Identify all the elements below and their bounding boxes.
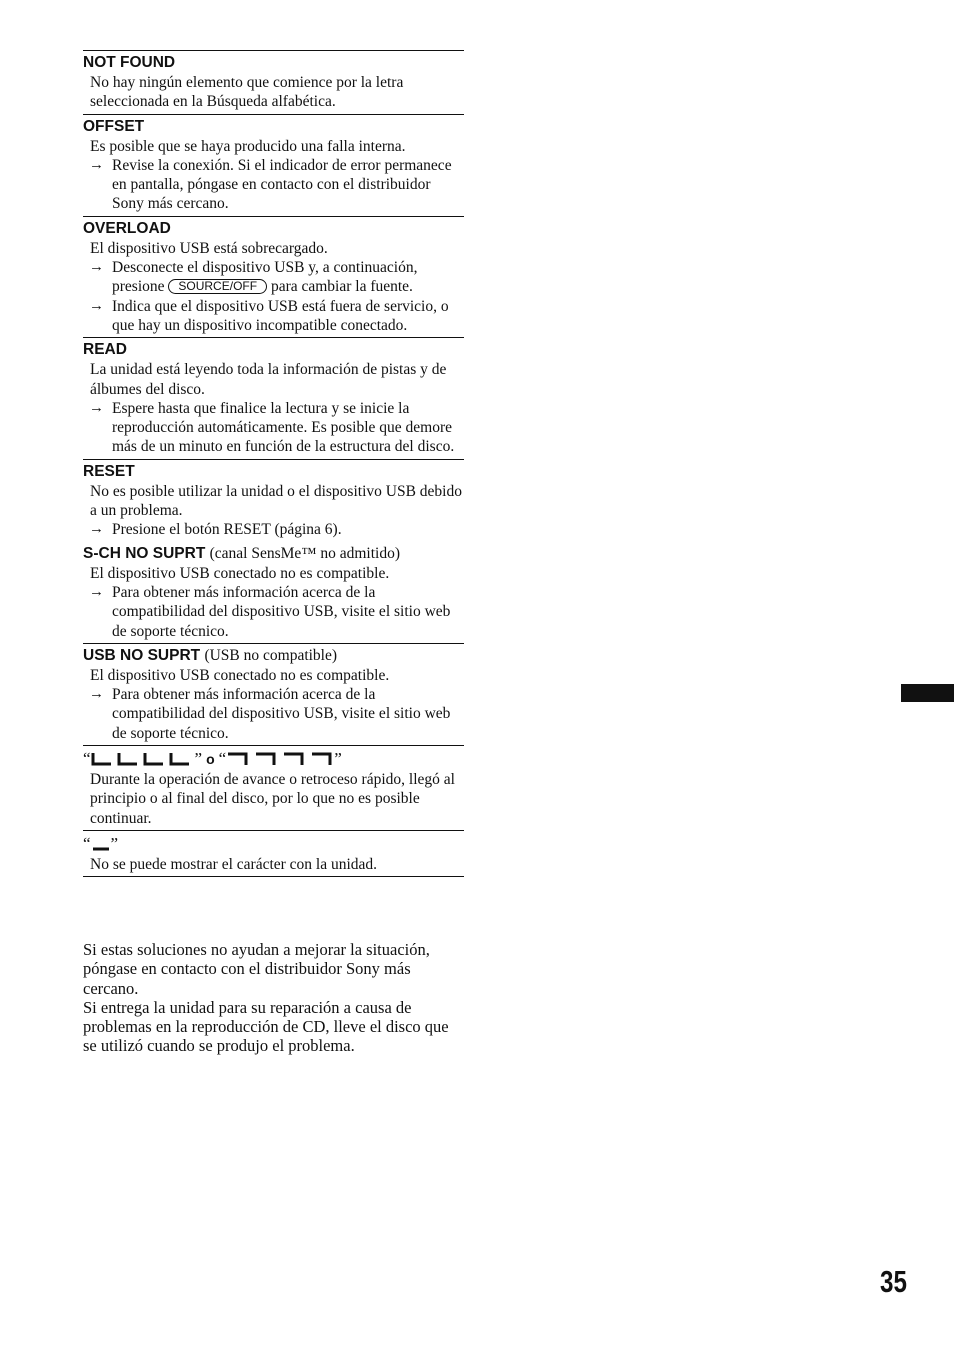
error-description: Durante la operación de avance o retroceso rápido, llegó al principio o al final del disco, por lo que no es posible continuar. [90,771,455,827]
arrow-right-icon: → [89,583,104,600]
entry-seek-limit [83,745,464,830]
error-description: La unidad está leyendo toda la información de pistas y de álbumes del disco. [90,361,447,398]
glyph-connector: o [206,751,215,768]
entry-read [83,337,464,458]
error-description: No hay ningún elemento que comience por la letra seleccionada en la Búsqueda alfabética. [90,74,404,111]
arrow-right-icon: → [89,297,104,314]
display-glyph-code: “ ” o “ ” [83,749,342,769]
arrow-right-icon: → [89,686,104,703]
error-code: RESET [83,462,135,480]
error-remedy: → Presione el botón RESET (página 6). [89,521,342,539]
closing-paragraph: Si entrega la unidad para su reparación a causa de problemas en la reproducción de CD, lleve el disco que se utilizó cuando se produjo el problema. [83,997,449,1056]
error-description: El dispositivo USB conectado no es compatible. [90,564,390,582]
entry-reset [83,459,464,542]
error-description: No se puede mostrar el carácter con la unidad. [90,855,378,873]
entry-not-found [83,50,464,114]
entry-s-ch-no-suprt [83,542,464,643]
arrow-right-icon: → [89,259,104,276]
arrow-right-icon: → [89,399,104,416]
error-code: OVERLOAD [83,219,171,237]
entry-offset [83,114,464,216]
entry-usb-no-suprt [83,643,464,745]
section-thumb-tab [901,684,954,702]
error-remedy: → Para obtener más información acerca de la compatibilidad del dispositivo USB, visite el sitio web de soporte técnico. [89,686,451,742]
error-remedy: → Espere hasta que finalice la lectura y se inicie la reproducción automáticamente. Es posible que demore más de un minuto en función de la estructura del disco. [89,399,455,456]
error-code: USB NO SUPRT (USB no compatible) [83,646,338,664]
closing-notes [83,940,464,1056]
page-number: 35 [880,1264,907,1299]
segment-end-glyph-icon [226,752,334,766]
entry-overload [83,216,464,337]
error-code: READ [83,341,127,359]
error-code: S-CH NO SUPRT (canal SensMe™ no admitido) [83,544,400,562]
arrow-right-icon: → [89,521,104,538]
error-remedy: → Para obtener más información acerca de la compatibilidad del dispositivo USB, visite el sitio web de soporte técnico. [89,583,451,640]
source-off-button-label: SOURCE/OFF [168,279,267,294]
error-description: El dispositivo USB está sobrecargado. [90,239,328,257]
error-description: El dispositivo USB conectado no es compatible. [90,666,390,684]
error-code-note: (USB no compatible) [204,646,338,664]
underscore-glyph-icon [91,837,111,851]
error-remedy: → Revise la conexión. Si el indicador de error permanece en pantalla, póngase en contacto con el distribuidor Sony más cercano. [89,156,452,213]
closing-paragraph: Si estas soluciones no ayudan a mejorar la situación, póngase en contacto con el distribuidor Sony más cercano. [83,940,430,998]
error-description: Es posible que se haya producido una falla interna. [90,137,406,155]
error-remedy: → Desconecte el dispositivo USB y, a continuación, presione SOURCE/OFF para cambiar la fuente. [89,259,418,296]
display-glyph-code: “ ” [83,833,119,853]
segment-start-glyph-icon [91,752,195,766]
arrow-right-icon: → [89,156,104,173]
error-code-note: (canal SensMe™ no admitido) [209,544,400,562]
entry-unsupported-character [83,830,464,877]
error-remedy: → Indica que el dispositivo USB está fuera de servicio, o que hay un dispositivo incompatible conectado. [89,297,449,334]
error-description: No es posible utilizar la unidad o el dispositivo USB debido a un problema. [90,482,462,520]
error-code: NOT FOUND [83,54,176,71]
error-code: OFFSET [83,117,145,135]
error-message-list [83,50,464,877]
